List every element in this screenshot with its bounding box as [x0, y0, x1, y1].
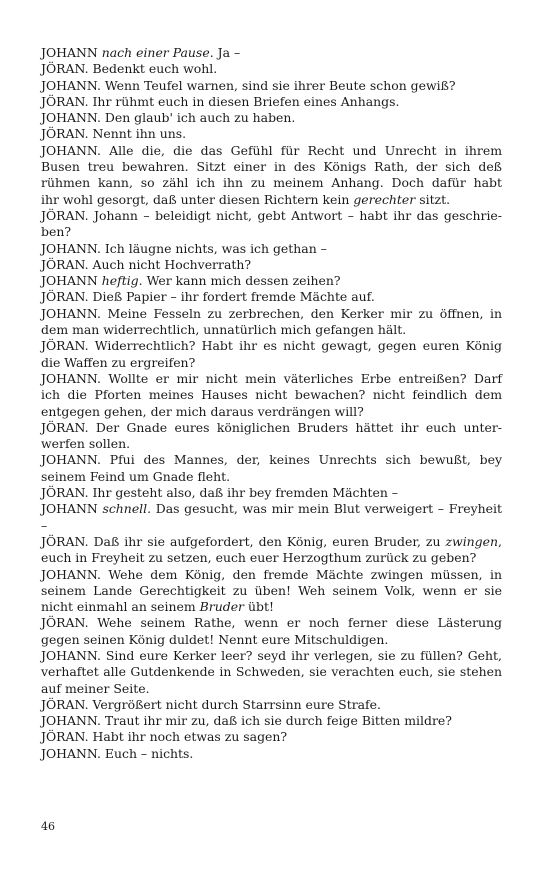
text-line: [41, 306, 502, 322]
text-run: . Ja –: [209, 45, 241, 60]
text-run: entgegen gehen, der mich daraus verdrängen will?: [41, 403, 364, 419]
text-line: [41, 436, 502, 452]
text-run: JOHANN. Pfui des Mannes, der, keines Unrechts sich bewußt, bey: [41, 452, 502, 468]
text-run: ich die Pforten meines Hauses nicht bewachen? nicht feindlich dem: [41, 387, 502, 403]
text-run: JOHANN. Alle die, die das Gefühl für Recht und Unrecht in ihrem: [41, 142, 502, 158]
text-run: auf meiner Seite.: [41, 680, 150, 696]
italic-text: gerechter: [353, 191, 416, 207]
text-line: [41, 273, 502, 289]
text-line: [41, 208, 502, 224]
text-run: JOHANN. Wollte er mir nicht mein väterliches Erbe entreißen? Darf: [41, 370, 502, 386]
text-line: [41, 192, 502, 208]
page-number: 46: [41, 820, 55, 833]
text-line: [41, 78, 502, 94]
text-line: [41, 241, 502, 257]
text-run: JOHANN. Traut ihr mir zu, daß ich sie durch feige Bitten mildre?: [41, 713, 452, 729]
text-line: [41, 681, 502, 697]
text-run: ihr wohl gesorgt, daß unter diesen Richtern kein: [41, 191, 354, 207]
text-run: JÖRAN. Bedenkt euch wohl.: [41, 61, 218, 77]
text-line: [41, 452, 502, 468]
text-run: JÖRAN. Daß ihr sie aufgefordert, den König, euren Bruder, zu: [41, 533, 446, 549]
text-run: JOHANN: [41, 45, 102, 60]
text-run: JÖRAN. Vergrößert nicht durch Starrsinn eure Strafe.: [41, 696, 381, 712]
text-line: [41, 322, 502, 338]
text-line: [41, 45, 502, 61]
italic-text: Bruder: [199, 599, 245, 615]
text-line: [41, 159, 502, 175]
text-run: Das gesucht, was mir mein Blut verweigert – Freyheit: [151, 501, 502, 517]
text-run: JOHANN. Den glaub' ich auch zu haben.: [41, 110, 296, 126]
text-run: JÖRAN. Habt ihr noch etwas zu sagen?: [41, 729, 288, 745]
text-run: seinem Lande Gerechtigkeit zu üben! Weh seinem Volk, wenn er sie: [41, 582, 502, 598]
text-run: JÖRAN. Johann – beleidigt nicht, gebt Antwort – habt ihr das geschrie-: [41, 207, 502, 223]
text-run: JOHANN. Euch – nichts.: [41, 745, 194, 761]
text-run: sitzt.: [415, 191, 451, 207]
text-line: [41, 518, 502, 534]
text-run: JÖRAN. Ihr rühmt euch in diesen Briefen eines Anhangs.: [41, 93, 400, 109]
text-line: [41, 501, 502, 517]
text-run: JÖRAN. Nennt ihn uns.: [41, 126, 187, 142]
text-line: [41, 697, 502, 713]
text-line: [41, 338, 502, 354]
text-line: [41, 632, 502, 648]
text-run: JOHANN. Sind eure Kerker leer? seyd ihr verlegen, sie zu füllen? Geht,: [41, 647, 502, 663]
text-line: [41, 648, 502, 664]
text-line: [41, 729, 502, 745]
text-line: [41, 664, 502, 680]
text-run: JÖRAN. Ihr gesteht also, daß ihr bey fremden Mächten –: [41, 485, 399, 501]
text-run: ,: [498, 533, 502, 549]
text-line: [41, 746, 502, 762]
text-run: JÖRAN. Wehe seinem Rathe, wenn er noch ferner diese Lästerung: [41, 615, 502, 631]
text-line: [41, 469, 502, 485]
text-run: dem man widerrechtlich, unnatürlich mich gefangen hält.: [41, 322, 407, 338]
text-line: [41, 224, 502, 240]
text-line: [41, 485, 502, 501]
text-run: JOHANN. Meine Fesseln zu zerbrechen, den Kerker mir zu öffnen, in: [41, 305, 502, 321]
text-run: JÖRAN. Auch nicht Hochverrath?: [41, 256, 252, 272]
text-run: JOHANN. Wehe dem König, den fremde Mächte zwingen müssen, in: [41, 566, 502, 582]
text-line: [41, 599, 502, 615]
text-line: [41, 583, 502, 599]
text-line: [41, 371, 502, 387]
text-line: [41, 61, 502, 77]
text-run: JOHANN. Wenn Teufel warnen, sind sie ihrer Beute schon gewiß?: [41, 77, 456, 93]
text-line: [41, 387, 502, 403]
text-run: nicht einmahl an seinem: [41, 599, 200, 615]
text-run: euch in Freyheit zu setzen, euch euer Herzogthum zurück zu geben?: [41, 550, 477, 566]
text-run: JÖRAN. Der Gnade eures königlichen Bruders hättet ihr euch unter-: [41, 419, 502, 435]
text-line: [41, 126, 502, 142]
text-run: JOHANN. Ich läugne nichts, was ich gethan –: [41, 240, 327, 256]
text-line: [41, 143, 502, 159]
text-line: [41, 713, 502, 729]
text-run: werfen sollen.: [41, 436, 131, 452]
text-run: übt!: [244, 599, 274, 615]
text-run: ben?: [41, 224, 72, 240]
text-run: die Waffen zu ergreifen?: [41, 354, 196, 370]
text-run: JOHANN: [41, 501, 103, 517]
text-line: [41, 257, 502, 273]
text-line: [41, 420, 502, 436]
text-line: [41, 404, 502, 420]
text-line: [41, 94, 502, 110]
italic-text: zwingen: [445, 533, 499, 549]
text-run: verhaftet alle Gutdenkende in Schweden, sie verachten euch, sie stehen: [41, 664, 502, 680]
text-line: [41, 550, 502, 566]
text-run: rühmen kann, so zähl ich ihn zu meinem Anhang. Doch dafür habt: [41, 175, 502, 191]
text-line: [41, 534, 502, 550]
text-line: [41, 110, 502, 126]
text-run: . Wer kann mich dessen zeihen?: [138, 273, 341, 289]
dialogue-text: [41, 45, 502, 762]
italic-text: schnell.: [102, 501, 152, 517]
text-line: [41, 289, 502, 305]
text-line: [41, 175, 502, 191]
text-run: seinem Feind um Gnade fleht.: [41, 468, 231, 484]
italic-text: heftig: [101, 273, 139, 289]
text-run: JÖRAN. Dieß Papier – ihr fordert fremde Mächte auf.: [41, 289, 375, 305]
text-line: [41, 615, 502, 631]
text-run: Busen treu bewahren. Sitzt einer in des Königs Rath, der sich deß: [41, 159, 502, 175]
text-run: gegen seinen König duldet! Nennt eure Mitschuldigen.: [41, 631, 389, 647]
text-run: –: [41, 517, 48, 533]
italic-text: nach einer Pause: [101, 45, 210, 60]
text-run: JOHANN: [41, 273, 102, 289]
text-run: JÖRAN. Widerrechtlich? Habt ihr es nicht gewagt, gegen euren König: [41, 338, 502, 354]
text-line: [41, 355, 502, 371]
text-line: [41, 567, 502, 583]
